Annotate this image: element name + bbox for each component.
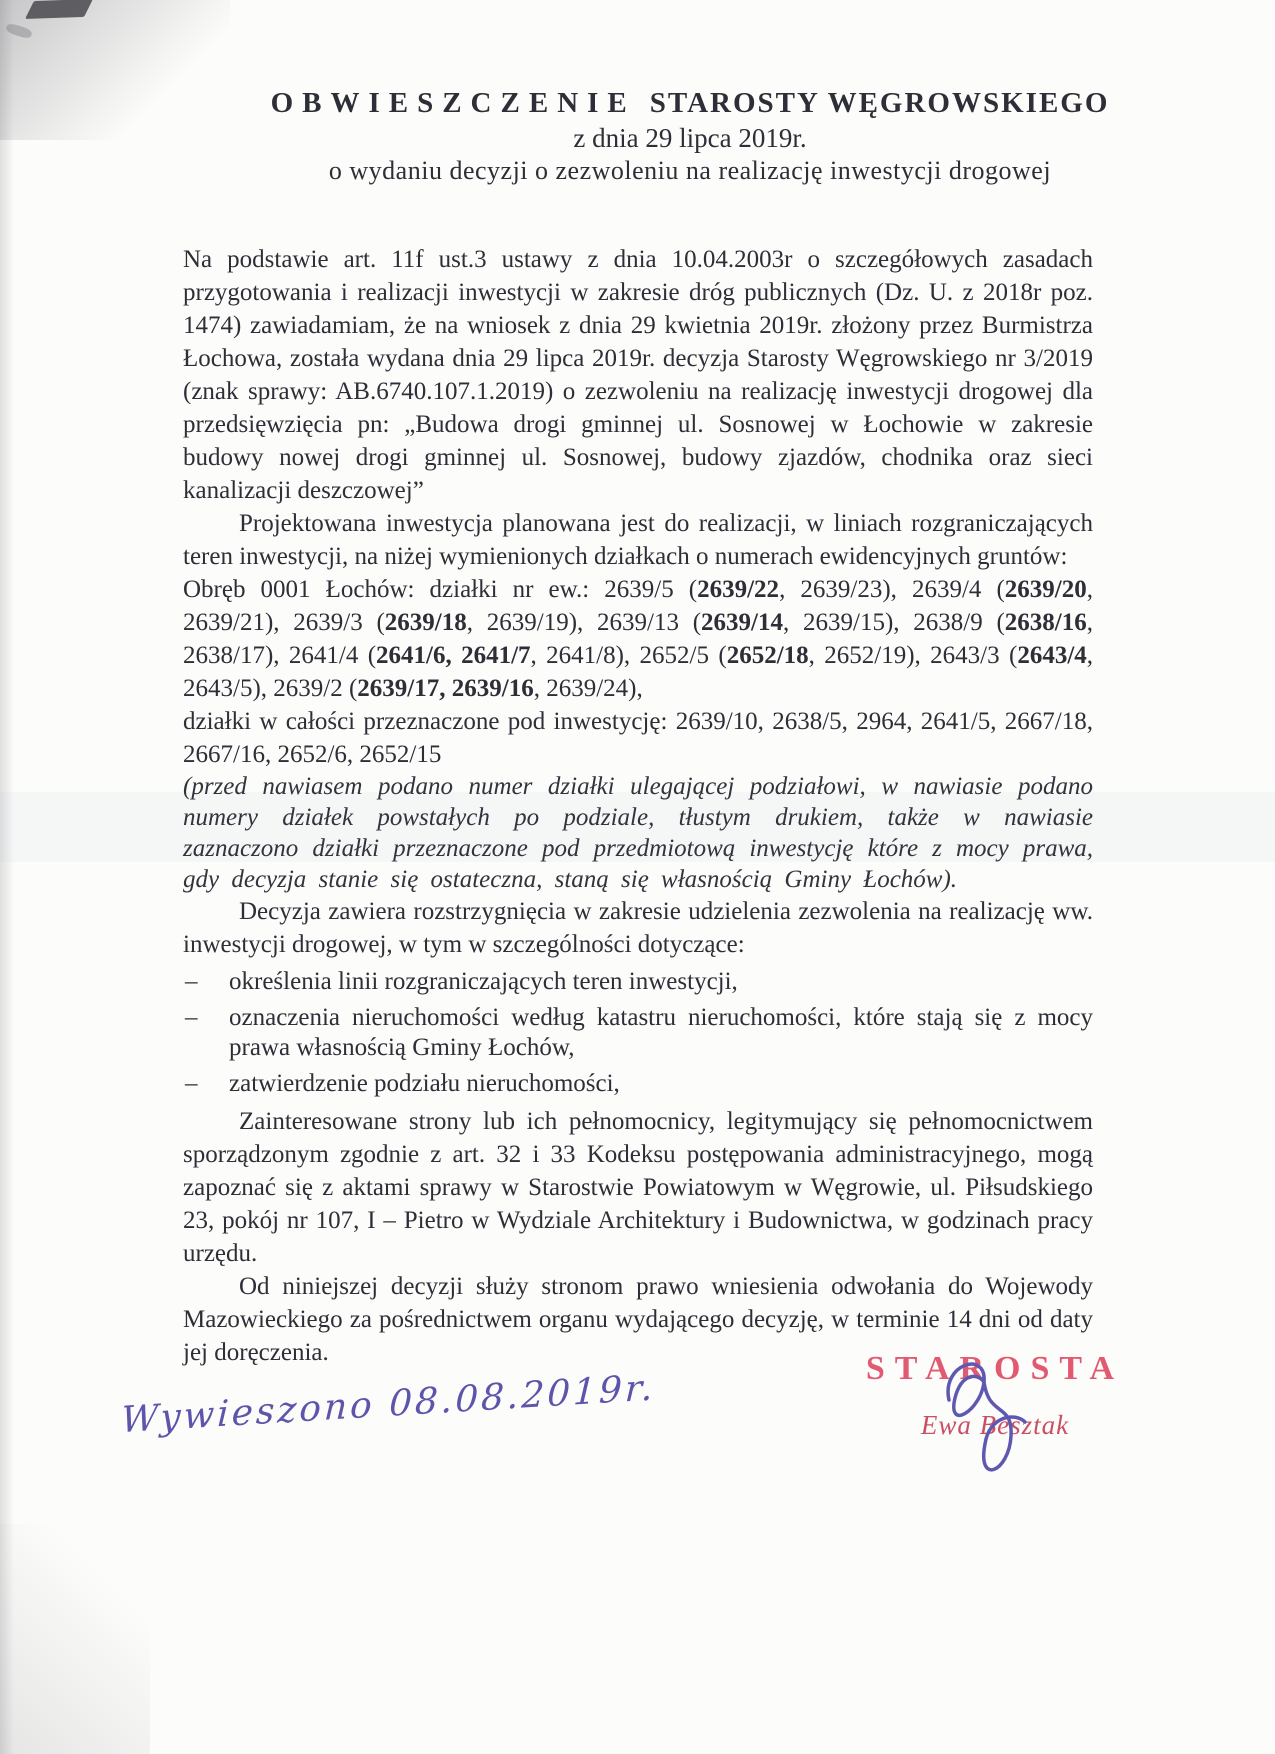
title-word-obwieszczenie: OBWIESZCZENIE <box>270 87 636 119</box>
paragraph-appeal-info: Od niniejszej decyzji służy stronom prawo wniesienia odwołania do Wojewody Mazowieckiego za pośrednictwem organu wydającego decyzję, w terminie 14 dni od daty jej doręczenia. <box>183 1273 1093 1366</box>
scan-smudge-mark-small <box>5 22 33 40</box>
scan-edge-shadow <box>0 0 14 1754</box>
decision-scope-list <box>183 967 1093 1099</box>
paragraph-plots-whole: działki w całości przeznaczone pod inwestycję: 2639/10, 2638/5, 2964, 2641/5, 2667/18, 2667/16, 2652/6, 2652/15 <box>183 708 1093 768</box>
scan-shadow-bottom-left <box>0 1524 150 1754</box>
paragraph-decision-contains: Decyzja zawiera rozstrzygnięcia w zakresie udzielenia zezwolenia na realizację ww. inwestycji drogowej, w tym w szczególności dotyczące: <box>183 898 1093 958</box>
list-dash: – <box>185 968 198 995</box>
list-item <box>183 1003 1093 1063</box>
paragraph-investment-intro: Projektowana inwestycja planowana jest do realizacji, w liniach rozgraniczających teren inwestycji, na niżej wymienionych działkach o numerach ewidencyjnych gruntów: <box>183 510 1093 570</box>
list-item <box>183 967 1093 997</box>
list-item <box>183 1069 1093 1099</box>
document-title <box>255 86 1125 120</box>
document-date-line: z dnia 29 lipca 2019r. <box>573 123 807 153</box>
list-item-text: zatwierdzenie podziału nieruchomości, <box>229 1070 620 1097</box>
list-dash: – <box>185 1070 198 1097</box>
document-subject-line: o wydaniu decyzji o zezwoleniu na realizację inwestycji drogowej <box>328 156 1052 185</box>
paragraph-parties-info: Zainteresowane strony lub ich pełnomocnicy, legitymujący się pełnomocnictwem sporządzonym zgodnie z art. 32 i 33 Kodeksu postępowania administracyjnego, mogą zapoznać się z aktami sprawy w Starostwie Powiatowym w Węgrowie, ul. Piłsudskiego 23, pokój nr 107, I – Pietro w Wydziale Architektury i Budownictwa, w godzinach pracy urzędu. <box>183 1108 1093 1267</box>
signature-role-stamp: STAROSTA <box>865 1350 1125 1387</box>
paragraph-italic-note: (przed nawiasem podano numer działki ulegającej podziałowi, w nawiasie podano numery działek powstałych po podziale, tłustym drukiem, także w nawiasie zaznaczono działki przeznaczone pod przedmiotową inwestycję które z mocy prawa, gdy decyzja stanie się ostateczna, staną się własnością Gminy Łochów). <box>183 773 1093 893</box>
signature-name: Ewa Besztak <box>920 1410 1070 1440</box>
list-item-text: określenia linii rozgraniczających teren inwestycji, <box>229 968 738 995</box>
signature-block <box>855 1350 1135 1441</box>
title-words-starosty: STAROSTY WĘGROWSKIEGO <box>649 87 1110 119</box>
handwritten-posted-date: Wywieszono 08.08.2019r. <box>120 1367 657 1442</box>
paragraph-legal-basis: Na podstawie art. 11f ust.3 ustawy z dnia 10.04.2003r o szczegółowych zasadach przygotowania i realizacji inwestycji w zakresie dróg publicznych (Dz. U. z 2018r poz. 1474) zawiadamiam, że na wniosek z dnia 29 kwietnia 2019r. złożony przez Burmistrza Łochowa, została wydana dnia 29 lipca 2019r. decyzja Starosty Węgrowskiego nr 3/2019 (znak sprawy: AB.6740.107.1.2019) o zezwoleniu na realizację inwestycji drogowej dla przedsięwzięcia pn: „Budowa drogi gminnej ul. Sosnowej w Łochowie w zakresie budowy nowej drogi gminnej ul. Sosnowej, budowy zjazdów, chodnika oraz sieci kanalizacji deszczowej” <box>183 246 1093 504</box>
scan-smudge-mark <box>25 0 93 19</box>
paragraph-plot-numbers: Obręb 0001 Łochów: działki nr ew.: 2639/5 (2639/22, 2639/23), 2639/4 (2639/20, 2639/21), 2639/3 (2639/18, 2639/19), 2639/13 (2639/14, 2639/15), 2638/9 (2638/16, 2638/17), 2641/4 (2641/6, 2641/7, 2641/8), 2652/5 (2652/18, 2652/19), 2643/3 (2643/4, 2643/5), 2639/2 (2639/17, 2639/16, 2639/24), <box>183 576 1094 702</box>
list-item-text: oznaczenia nieruchomości według katastru nieruchomości, które stają się z mocy prawa własnością Gminy Łochów, <box>229 1004 1093 1061</box>
scan-shadow-top-left <box>0 0 230 140</box>
document-header <box>255 86 1125 187</box>
list-dash: – <box>185 1004 198 1031</box>
document-body <box>183 243 1093 1369</box>
